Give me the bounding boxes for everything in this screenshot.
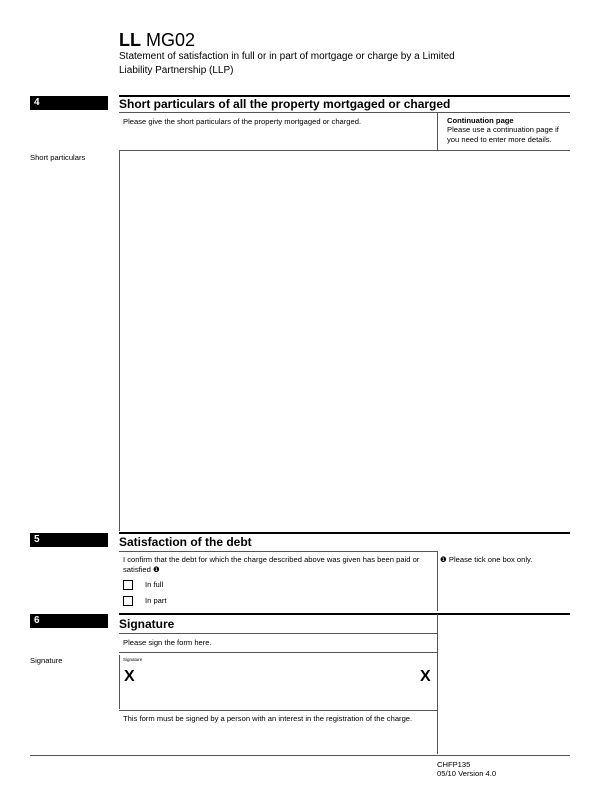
section-6-title: Signature bbox=[119, 617, 175, 631]
in-full-label: In full bbox=[145, 580, 164, 589]
footer-code: CHFP135 bbox=[437, 760, 471, 769]
form-title bbox=[119, 30, 195, 51]
section-6-rule bbox=[119, 613, 570, 615]
form-subtitle: Statement of satisfaction in full or in part of mortgage or charge by a Limited Liability Partnership (LLP) bbox=[119, 51, 455, 76]
sign-instruction-rule bbox=[119, 652, 437, 653]
form-code: MG02 bbox=[146, 30, 196, 50]
short-particulars-field[interactable] bbox=[119, 151, 570, 531]
section-4-title-underline bbox=[119, 112, 570, 113]
in-part-checkbox[interactable] bbox=[123, 596, 133, 606]
signature-end-mark: X bbox=[420, 668, 431, 685]
note-marker: ❶ bbox=[152, 565, 160, 574]
tick-note: ❶ Please tick one box only. bbox=[440, 555, 533, 564]
section-5-number: 5 bbox=[30, 533, 108, 547]
sign-instruction: Please sign the form here. bbox=[123, 638, 212, 647]
in-full-checkbox[interactable] bbox=[123, 580, 133, 590]
section-6-title-underline bbox=[119, 633, 437, 634]
signature-box-bottom bbox=[119, 710, 437, 711]
in-part-label: In part bbox=[145, 596, 167, 605]
section-6-divider bbox=[437, 614, 438, 754]
satisfaction-statement-text: I confirm that the debt for which the charge described above was given has been paid or satisfied bbox=[123, 555, 420, 574]
signature-start-mark: X bbox=[124, 668, 135, 685]
footer-version: 05/10 Version 4.0 bbox=[437, 769, 497, 778]
section-6-number: 6 bbox=[30, 614, 108, 628]
section-5-title: Satisfaction of the debt bbox=[119, 535, 252, 549]
signature-label: Signature bbox=[30, 656, 63, 665]
form-prefix: LL bbox=[119, 30, 141, 50]
section-4-number: 4 bbox=[30, 96, 108, 110]
satisfaction-statement bbox=[123, 555, 428, 575]
short-particulars-label: Short particulars bbox=[30, 153, 86, 162]
section-4-instruction: Please give the short particulars of the property mortgaged or charged. bbox=[123, 117, 362, 126]
section-5-title-underline bbox=[119, 551, 437, 552]
continuation-aside-text: Please use a continuation page if you need to enter more details. bbox=[447, 125, 559, 144]
section-4-title: Short particulars of all the property mortgaged or charged bbox=[119, 97, 451, 111]
signature-footnote: This form must be signed by a person with an interest in the registration of the charge. bbox=[123, 714, 413, 723]
section-4-divider bbox=[437, 112, 438, 150]
signature-box-label: Signature bbox=[123, 657, 143, 662]
page-bottom-rule bbox=[30, 755, 570, 756]
section-5-rule bbox=[119, 532, 570, 534]
signature-box[interactable] bbox=[119, 655, 437, 709]
continuation-aside-title: Continuation page bbox=[447, 116, 514, 125]
section-5-divider bbox=[437, 551, 438, 611]
